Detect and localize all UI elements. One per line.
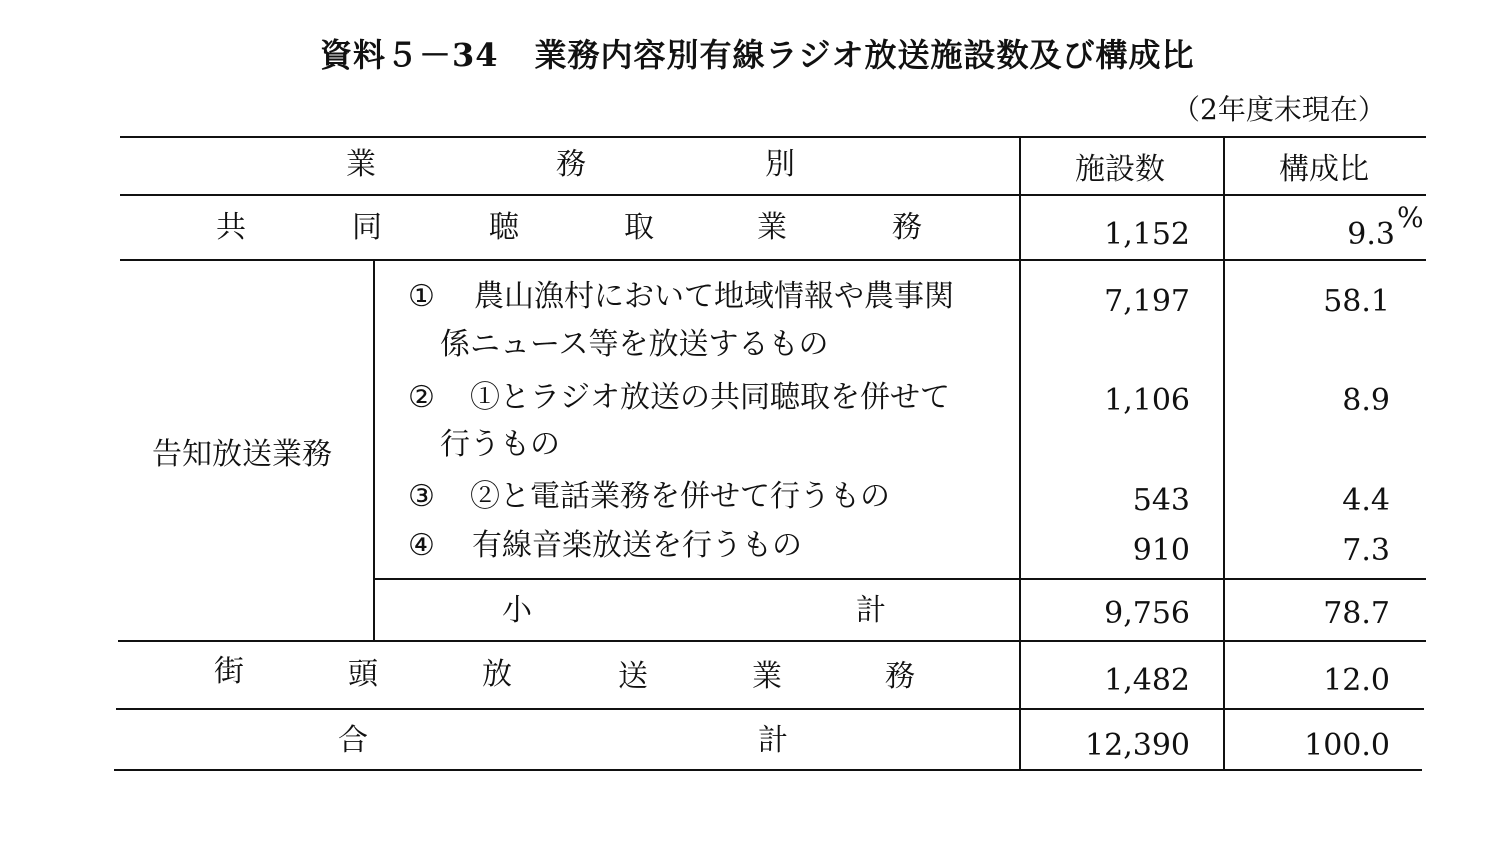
rule-joint-bottom (120, 259, 1426, 261)
title-number: 資料５－34 (320, 36, 499, 74)
header-ratio: 構成比 (1279, 152, 1369, 187)
total-ratio: 100.0 (1304, 728, 1390, 763)
total-facilities: 12,390 (1085, 728, 1190, 763)
subtotal-label-char-2: 計 (856, 593, 886, 628)
joint-label-char-6: 務 (892, 210, 922, 245)
item-4-marker: ④ (408, 528, 435, 563)
item-3-ratio: 4.4 (1342, 483, 1390, 518)
joint-facilities: 1,152 (1104, 217, 1190, 252)
item-3-facilities: 543 (1132, 483, 1190, 518)
item-2-line-2: 行うもの (440, 427, 560, 462)
joint-ratio: 9.3 (1347, 217, 1395, 252)
street-ratio: 12.0 (1323, 663, 1390, 698)
item-1-ratio: 58.1 (1323, 284, 1390, 319)
item-1-line-1: 農山漁村において地域情報や農事関 (474, 279, 954, 314)
percent-unit: % (1397, 201, 1424, 234)
rule-col-notice (373, 259, 375, 640)
item-4-ratio: 7.3 (1342, 533, 1390, 568)
street-label-char-2: 頭 (348, 657, 378, 692)
rule-items-bottom (374, 578, 1426, 580)
header-category-char-2: 務 (556, 147, 586, 182)
item-2-ratio: 8.9 (1342, 383, 1390, 418)
joint-label-char-2: 同 (352, 210, 382, 245)
header-category-char-3: 別 (765, 147, 795, 182)
rule-bottom (114, 769, 1422, 771)
subtotal-label-char-1: 小 (502, 593, 532, 628)
street-label-char-6: 務 (885, 659, 915, 694)
rule-top (120, 136, 1426, 138)
rule-notice-bottom (118, 640, 1426, 642)
item-2-facilities: 1,106 (1104, 383, 1190, 418)
title-text: 業務内容別有線ラジオ放送施設数及び構成比 (534, 36, 1195, 74)
street-label-char-3: 放 (482, 657, 512, 692)
rule-col-ratio (1223, 136, 1225, 770)
document-title (320, 30, 1195, 76)
header-category-char-1: 業 (346, 147, 376, 182)
joint-label-char-4: 取 (624, 210, 654, 245)
rule-col-facilities (1019, 136, 1021, 770)
item-4-line-1: 有線音楽放送を行うもの (472, 528, 802, 563)
subtotal-ratio: 78.7 (1323, 596, 1390, 631)
total-label-char-1: 合 (338, 723, 368, 758)
street-label-char-4: 送 (618, 659, 648, 694)
joint-label-char-3: 聴 (489, 210, 519, 245)
item-2-marker: ② (408, 380, 435, 415)
item-3-marker: ③ (408, 479, 435, 514)
item-3-line-1: ②と電話業務を併せて行うもの (470, 479, 890, 514)
notice-label: 告知放送業務 (152, 437, 332, 472)
joint-label-char-5: 業 (757, 210, 787, 245)
rule-header-bottom (120, 194, 1426, 196)
item-2-line-1: ①とラジオ放送の共同聴取を併せて (470, 380, 950, 415)
item-1-line-2: 係ニュース等を放送するもの (440, 327, 829, 362)
street-facilities: 1,482 (1104, 663, 1190, 698)
street-label-char-1: 街 (214, 654, 244, 689)
item-4-facilities: 910 (1132, 533, 1190, 568)
street-label-char-5: 業 (752, 659, 782, 694)
header-facilities: 施設数 (1075, 152, 1165, 187)
total-label-char-2: 計 (758, 723, 788, 758)
subtotal-facilities: 9,756 (1104, 596, 1190, 631)
date-note: （2年度末現在） (1172, 93, 1386, 126)
item-1-facilities: 7,197 (1104, 284, 1190, 319)
rule-street-bottom (116, 708, 1424, 710)
item-1-marker: ① (408, 279, 435, 314)
joint-label-char-1: 共 (216, 210, 246, 245)
